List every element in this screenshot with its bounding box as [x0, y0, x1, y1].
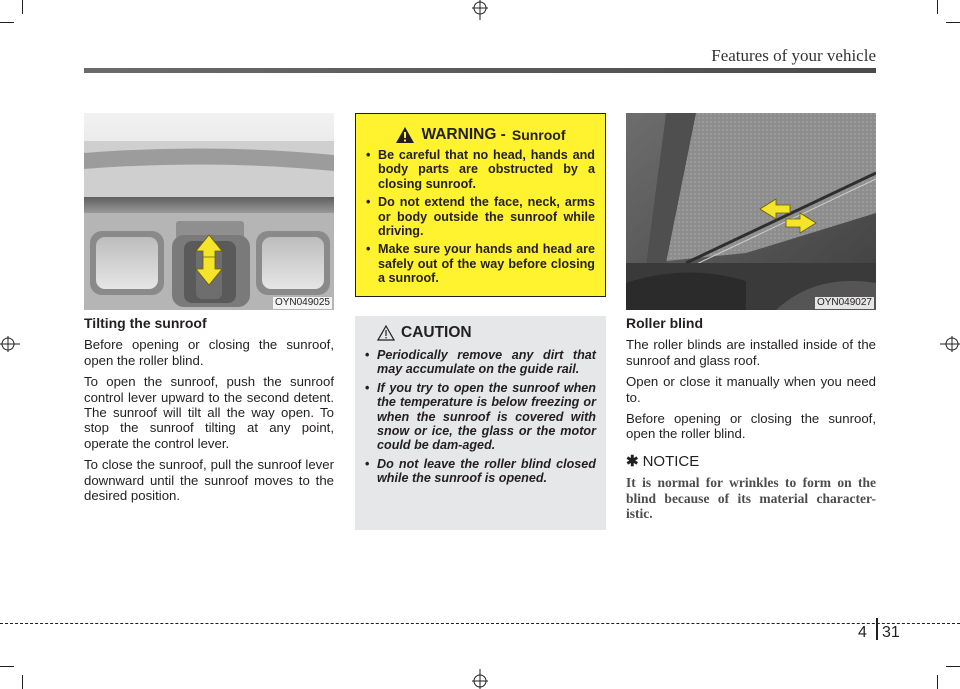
paragraph: Before opening or closing the sunroof, open the roller blind. [626, 411, 876, 442]
page-number: 31 [882, 624, 900, 641]
warning-triangle-icon [395, 126, 415, 144]
footer-rule [0, 623, 960, 624]
paragraph: Open or close it manually when you need to. [626, 374, 876, 405]
notice-cross-icon: ✱ [626, 452, 639, 470]
warning-box [355, 113, 606, 297]
list-item: • If you try to open the sunroof when the temperature is below freezing or when the sunroof is covered with snow or ice, the glass or the motor could be dam-aged. [365, 381, 596, 453]
photo-code: OYN049025 [274, 297, 330, 308]
warning-label: WARNING - [421, 126, 506, 143]
warning-subject: Sunroof [511, 127, 566, 143]
list-item: • Do not leave the roller blind closed while the sunroof is opened. [365, 457, 596, 486]
caution-box [355, 316, 606, 530]
sunroof-control-photo [84, 113, 334, 310]
crop-mark [937, 0, 938, 14]
section-heading: Roller blind [626, 315, 703, 331]
warning-title [366, 126, 595, 144]
registration-mark-icon [0, 333, 22, 355]
registration-mark-icon [938, 333, 960, 355]
paragraph: To close the sunroof, pull the sunroof lever downward until the sunroof moves to the desired position. [84, 457, 334, 504]
crop-mark [946, 22, 960, 23]
photo-code: OYN049027 [816, 297, 872, 308]
crop-mark [22, 675, 23, 689]
paragraph: Before opening or closing the sunroof, open the roller blind. [84, 337, 334, 368]
registration-mark-icon [469, 0, 491, 22]
list-item: • Periodically remove any dirt that may accumulate on the guide rail. [365, 348, 596, 377]
crop-mark [0, 666, 14, 667]
list-item: • Make sure your hands and head are safely out of the way before closing a sunroof. [366, 242, 595, 285]
caution-triangle-icon [377, 325, 395, 341]
notice-label: NOTICE [642, 452, 700, 470]
registration-mark-icon [469, 667, 491, 689]
notice-body: It is normal for wrinkles to form on the blind because of its material character-istic. [626, 475, 876, 522]
header-rule [84, 68, 876, 73]
notice-title [626, 454, 876, 469]
caution-label: CAUTION [401, 324, 472, 341]
section-number: 4 [858, 624, 867, 641]
footer-divider [876, 618, 878, 640]
tilting-section [84, 316, 334, 509]
caution-title [377, 324, 596, 342]
crop-mark [0, 22, 14, 23]
list-item: • Do not extend the face, neck, arms or body outside the sunroof while driving. [366, 195, 595, 238]
crop-mark [946, 666, 960, 667]
section-heading: Tilting the sunroof [84, 315, 207, 331]
roller-blind-photo [626, 113, 876, 310]
paragraph: To open the sunroof, push the sunroof control lever upward to the second detent. The sunroof will tilt all the way open. To stop the sunroof tilting at any point, operate the control lever. [84, 374, 334, 451]
paragraph: The roller blinds are installed inside of the sunroof and glass roof. [626, 337, 876, 368]
crop-mark [937, 675, 938, 689]
list-item: • Be careful that no head, hands and body parts are obstructed by a closing sunroof. [366, 148, 595, 191]
roller-blind-section [626, 316, 876, 522]
crop-mark [22, 0, 23, 14]
page-header-title: Features of your vehicle [711, 46, 876, 65]
